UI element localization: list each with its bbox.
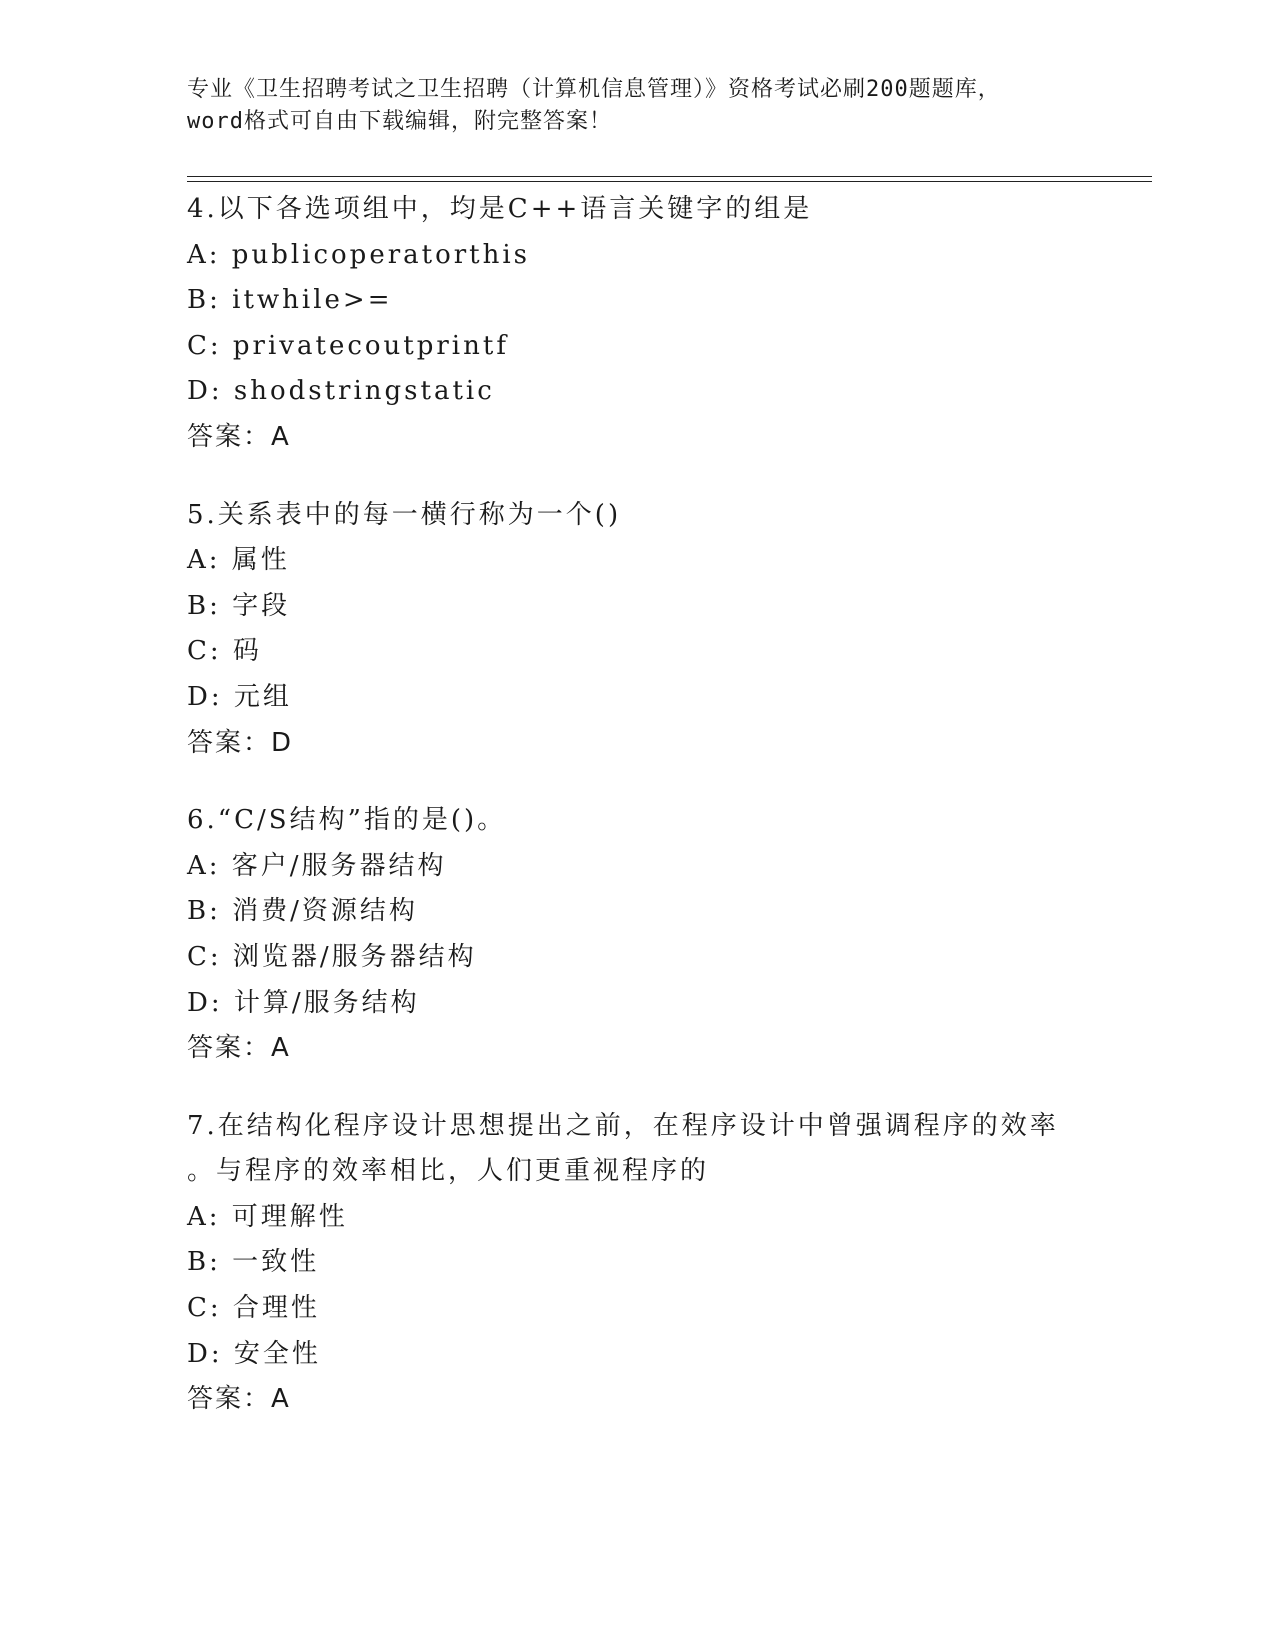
option-a: A: publicoperatorthis [187, 239, 531, 270]
option-c: C: privatecoutprintf [187, 330, 509, 361]
question-6 [187, 798, 1147, 1072]
question-stem: 6.“C/S结构”指的是()。 [187, 805, 507, 836]
option-b: B: itwhile>= [187, 285, 393, 316]
question-4 [187, 187, 1147, 461]
option-d: D: 计算/服务结构 [187, 987, 420, 1018]
option-c: C: 浏览器/服务器结构 [187, 941, 477, 972]
option-d: D: 元组 [187, 681, 292, 712]
option-a: A: 属性 [187, 545, 290, 576]
question-stem-line-1: 7.在结构化程序设计思想提出之前，在程序设计中曾强调程序的效率 [187, 1110, 1059, 1141]
answer: 答案：A [187, 1033, 291, 1064]
question-stem: 4.以下各选项组中，均是C++语言关键字的组是 [187, 194, 813, 224]
option-b: B: 字段 [187, 590, 291, 621]
option-c: C: 合理性 [187, 1293, 320, 1324]
question-7 [187, 1104, 1147, 1423]
option-a: A: 客户/服务器结构 [187, 850, 447, 881]
option-d: D: shodstringstatic [187, 376, 495, 407]
option-c: C: 码 [187, 636, 262, 667]
question-list [187, 187, 1147, 1455]
answer: 答案：A [187, 1384, 291, 1415]
document-header [187, 74, 1087, 138]
question-5 [187, 493, 1147, 767]
answer: 答案：D [187, 727, 294, 758]
header-divider-top [187, 176, 1152, 177]
answer: 答案：A [187, 421, 291, 452]
question-stem-line-2: 。与程序的效率相比，人们更重视程序的 [187, 1156, 710, 1187]
option-b: B: 一致性 [187, 1247, 320, 1278]
question-stem: 5.关系表中的每一横行称为一个() [187, 499, 622, 530]
option-b: B: 消费/资源结构 [187, 896, 418, 927]
header-line-1: 专业《卫生招聘考试之卫生招聘（计算机信息管理）》资格考试必刷200题题库， [187, 77, 1001, 102]
option-a: A: 可理解性 [187, 1201, 348, 1232]
option-d: D: 安全性 [187, 1338, 321, 1369]
header-line-2: word格式可自由下载编辑，附完整答案！ [187, 109, 612, 134]
header-divider-bottom [187, 181, 1152, 182]
